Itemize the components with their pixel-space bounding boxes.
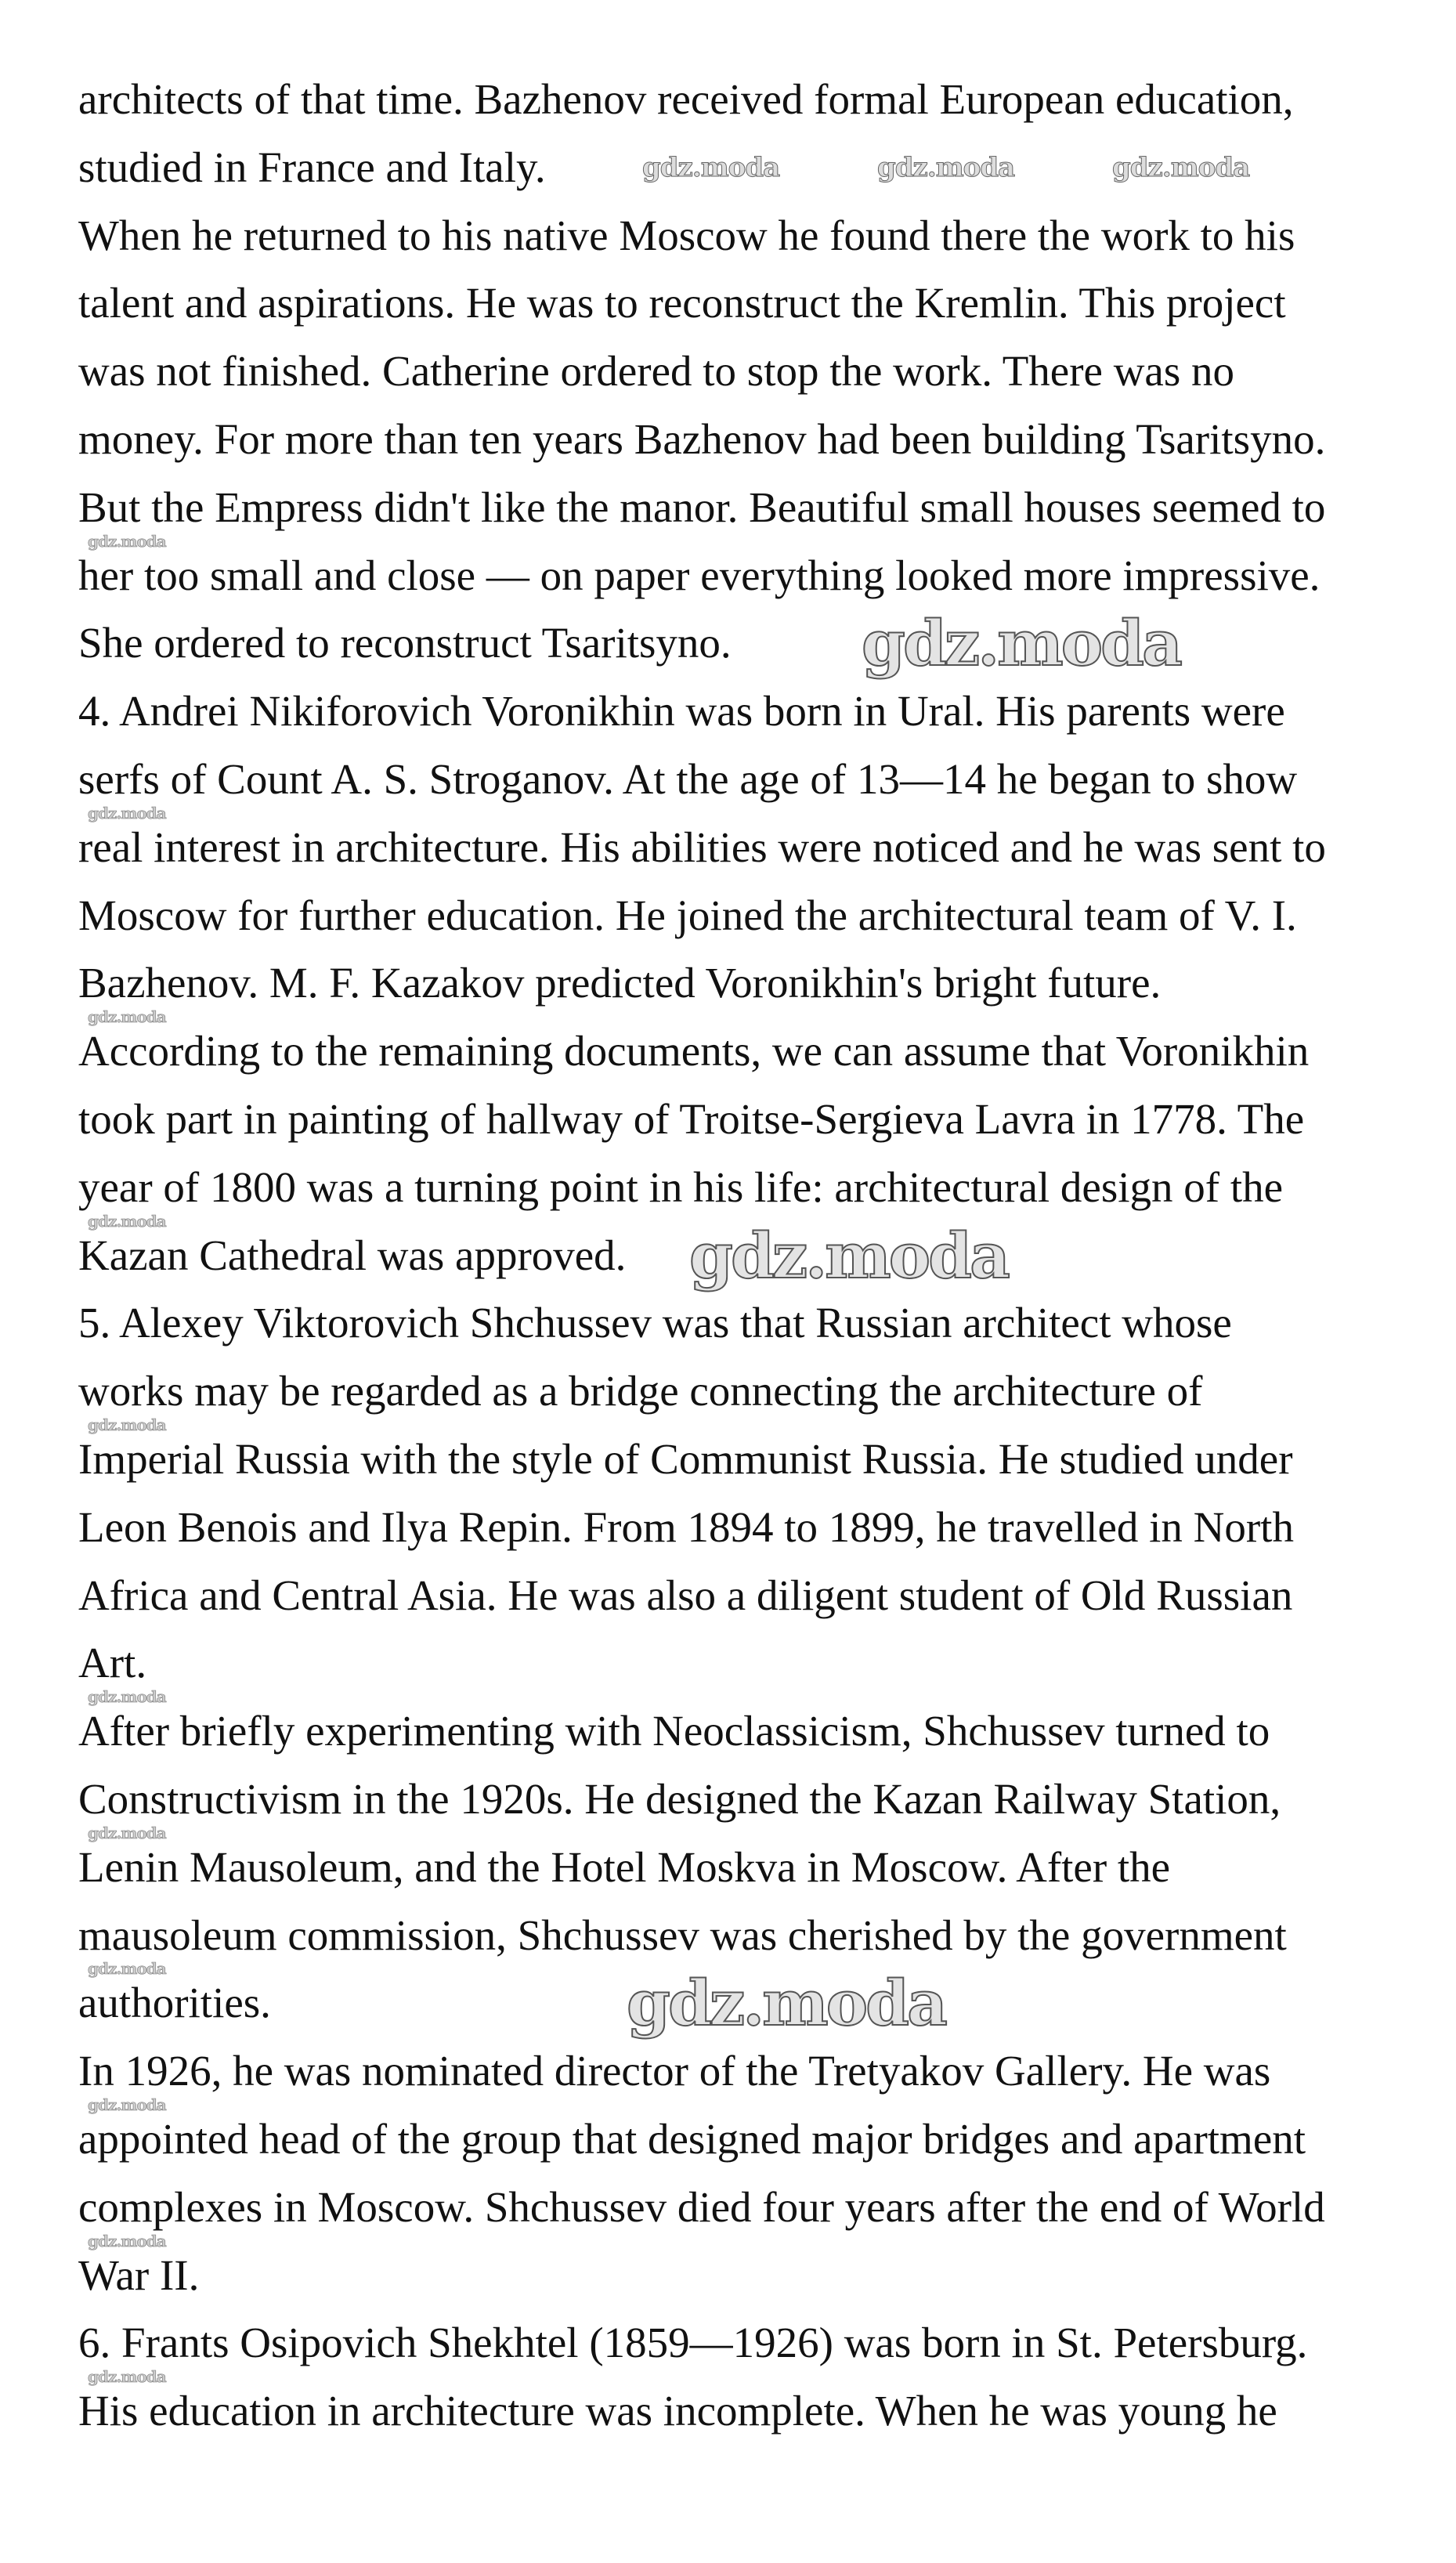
text-line: Bazhenov. M. F. Kazakov predicted Voronikhin's bright future. [78, 959, 1162, 1007]
text-line: was not finished. Catherine ordered to stop the work. There was no [78, 347, 1234, 396]
text-line: talent and aspirations. He was to reconstruct the Kremlin. This project [78, 279, 1286, 327]
watermark: gdz.moda [88, 1959, 166, 1978]
text-line: architects of that time. Bazhenov received formal European education, [78, 75, 1294, 123]
watermark: gdz.moda [88, 1212, 166, 1231]
text-line: Imperial Russia with the style of Communist Russia. He studied under [78, 1435, 1293, 1483]
text-line: Moscow for further education. He joined the architectural team of V. I. [78, 891, 1297, 939]
text-line: Leon Benois and Ilya Repin. From 1894 to 1899, he travelled in North [78, 1502, 1294, 1551]
text-line: real interest in architecture. His abilities were noticed and he was sent to [78, 822, 1326, 871]
text-line: works may be regarded as a bridge connecting the architecture of [78, 1367, 1203, 1415]
text-line: 4. Andrei Nikiforovich Voronikhin was born in Ural. His parents were [78, 687, 1285, 736]
watermark: gdz.moda [877, 151, 1015, 183]
text-line: mausoleum commission, Shchussev was cherished by the government [78, 1911, 1287, 1959]
text-line: Art. [78, 1639, 147, 1687]
text-line: took part in painting of hallway of Troitse-Sergieva Lavra in 1778. The [78, 1095, 1305, 1143]
watermark: gdz.moda [88, 1007, 166, 1026]
text-line: her too small and close — on paper everything looked more impressive. [78, 551, 1321, 599]
text-line: Lenin Mausoleum, and the Hotel Moskva in Moscow. After the [78, 1842, 1171, 1891]
text-line: 5. Alexey Viktorovich Shchussev was that Russian architect whose [78, 1299, 1232, 1347]
watermark-large: gdz.moda [689, 1219, 1008, 1292]
text-line: After briefly experimenting with Neoclassicism, Shchussev turned to [78, 1707, 1270, 1755]
text-line: 6. Frants Osipovich Shekhtel (1859—1926) was born in St. Petersburg. [78, 2319, 1308, 2367]
text-line: Kazan Cathedral was approved. [78, 1231, 627, 1279]
text-line: money. For more than ten years Bazhenov had been building Tsaritsyno. [78, 415, 1326, 463]
text-line: authorities. [78, 1979, 271, 2027]
watermark: gdz.moda [88, 2367, 166, 2386]
text-line: Constructivism in the 1920s. He designed the Kazan Railway Station, [78, 1775, 1281, 1823]
watermark: gdz.moda [642, 151, 780, 183]
text-line: According to the remaining documents, we can assume that Voronikhin [78, 1027, 1310, 1075]
text-line: When he returned to his native Moscow he found there the work to his [78, 211, 1295, 259]
watermark-large: gdz.moda [627, 1966, 945, 2040]
watermark: gdz.moda [88, 1824, 166, 1842]
watermark: gdz.moda [88, 532, 166, 551]
watermark: gdz.moda [88, 1415, 166, 1434]
text-line: But the Empress didn't like the manor. Beautiful small houses seemed to [78, 483, 1326, 531]
text-line: studied in France and Italy. [78, 143, 546, 191]
text-line: Africa and Central Asia. He was also a diligent student of Old Russian [78, 1571, 1293, 1619]
text-line: appointed head of the group that designed major bridges and apartment [78, 2115, 1306, 2163]
text-line: In 1926, he was nominated director of the Tretyakov Gallery. He was [78, 2047, 1271, 2095]
text-line: War II. [78, 2250, 200, 2299]
text-line: serfs of Count A. S. Stroganov. At the age of 13—14 he began to show [78, 755, 1298, 803]
text-line: complexes in Moscow. Shchussev died four years after the end of World [78, 2182, 1325, 2231]
watermark: gdz.moda [88, 804, 166, 822]
text-line: His education in architecture was incomplete. When he was young he [78, 2387, 1277, 2435]
watermark: gdz.moda [88, 2232, 166, 2250]
watermark: gdz.moda [88, 2095, 166, 2114]
watermark-large: gdz.moda [862, 606, 1180, 680]
watermark: gdz.moda [1112, 151, 1250, 183]
text-line: year of 1800 was a turning point in his life: architectural design of the [78, 1162, 1284, 1211]
text-line: She ordered to reconstruct Tsaritsyno. [78, 619, 732, 667]
watermark: gdz.moda [88, 1687, 166, 1706]
